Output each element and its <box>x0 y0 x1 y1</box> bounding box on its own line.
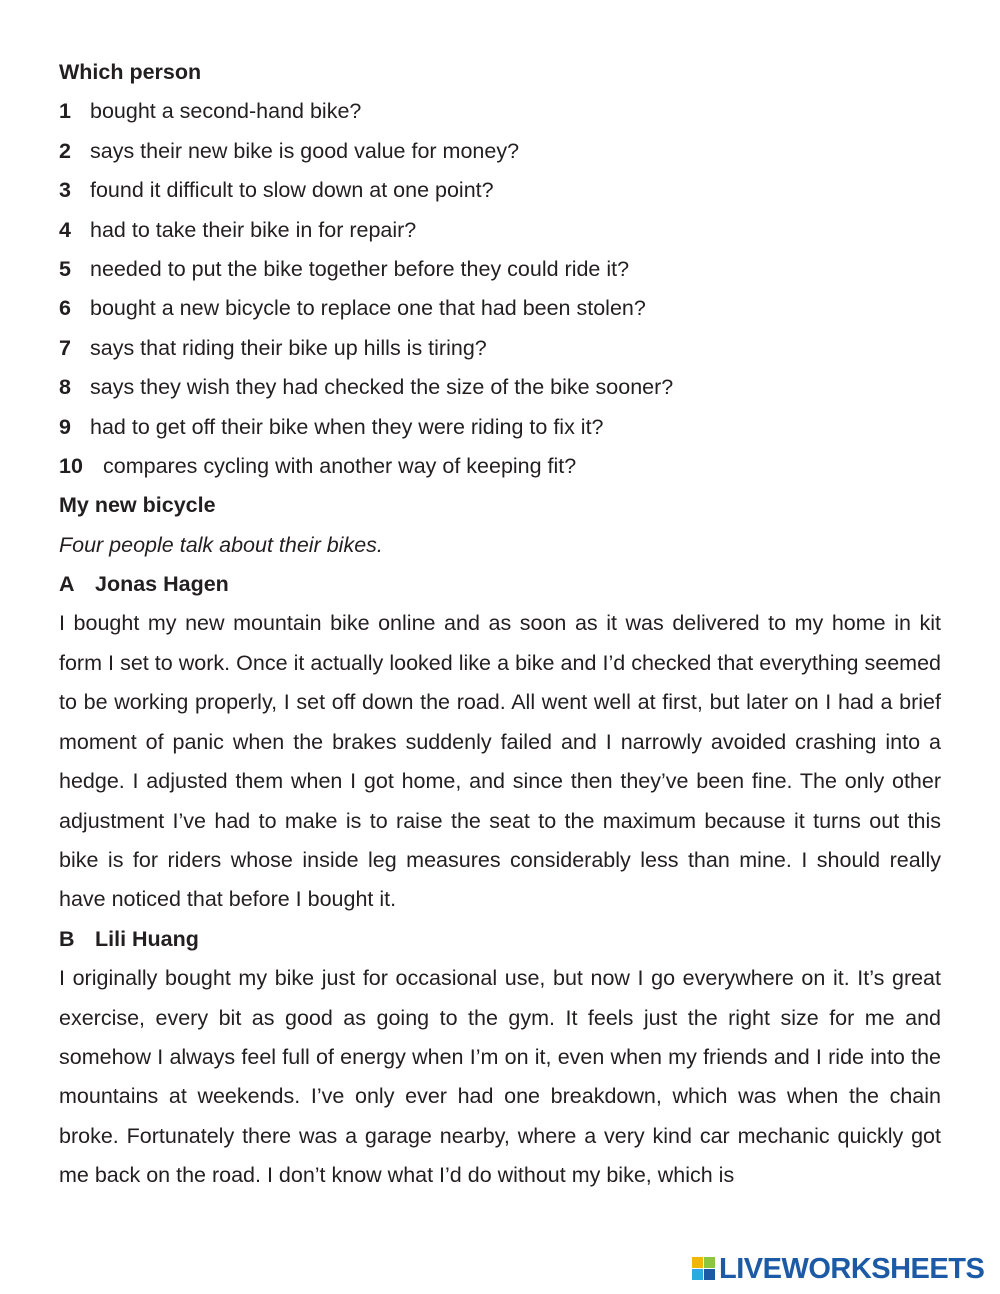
question-number: 2 <box>59 138 71 163</box>
question-text: compares cycling with another way of keeping fit? <box>103 453 577 478</box>
question-text: found it difficult to slow down at one point? <box>90 178 494 203</box>
question-number: 10 <box>59 453 83 478</box>
logo-tile <box>704 1257 715 1268</box>
question-text: bought a new bicycle to replace one that had been stolen? <box>90 296 646 321</box>
question-number: 4 <box>59 217 71 242</box>
question-item <box>59 408 941 447</box>
question-number: 8 <box>59 375 71 400</box>
liveworksheets-logo-icon <box>692 1257 716 1281</box>
person-name: Lili Huang <box>95 926 199 951</box>
article-subtitle: Four people talk about their bikes. <box>59 532 383 557</box>
question-text: needed to put the bike together before they could ride it? <box>90 256 630 281</box>
logo-tile <box>704 1269 715 1280</box>
question-item <box>59 171 941 210</box>
worksheet-page <box>59 53 941 1195</box>
person-paragraph: I bought my new mountain bike online and as soon as it was delivered to my home in kit form I set to work. Once it actually looked like a bike and I’d checked that everything seemed to be working properly, I set off down the road. All went well at first, but later on I had a brief moment of panic when the brakes suddenly failed and I narrowly avoided crashing into a hedge. I adjusted them when I got home, and since then they’ve been fine. The only other adjustment I’ve had to make is to raise the seat to the maximum because it turns out this bike is for riders whose inside leg measures considerably less than mine. I should really have noticed that before I bought it. <box>59 611 941 912</box>
question-number: 9 <box>59 414 71 439</box>
logo-tile <box>692 1269 703 1280</box>
person-name: Jonas Hagen <box>95 572 229 597</box>
question-text: bought a second-hand bike? <box>90 99 362 124</box>
liveworksheets-wordmark: LIVEWORKSHEETS <box>719 1252 985 1285</box>
question-item <box>59 92 941 131</box>
question-number: 5 <box>59 256 71 281</box>
liveworksheets-logo <box>692 1254 984 1284</box>
question-item <box>59 132 941 171</box>
question-item <box>59 289 941 328</box>
question-number: 1 <box>59 99 71 124</box>
question-number: 7 <box>59 335 71 360</box>
question-text: says their new bike is good value for money? <box>90 138 520 163</box>
person-heading <box>59 565 941 604</box>
logo-tile <box>692 1257 703 1268</box>
question-text: says that riding their bike up hills is tiring? <box>90 335 487 360</box>
person-paragraph: I originally bought my bike just for occasional use, but now I go everywhere on it. It’s great exercise, every bit as good as going to the gym. It feels just the right size for me and somehow I always feel full of energy when I’m on it, even when my friends and I ride into the mountains at weekends. I’ve only ever had one breakdown, which was when the chain broke. Fortunately there was a garage nearby, where a very kind car mechanic quickly got me back on the road. I don’t know what I’d do without my bike, which is <box>59 966 941 1188</box>
person-heading <box>59 920 941 959</box>
article-title: My new bicycle <box>59 493 216 518</box>
question-item <box>59 329 941 368</box>
questions-heading: Which person <box>59 60 202 84</box>
question-item <box>59 368 941 407</box>
question-item <box>59 250 941 289</box>
question-text: had to get off their bike when they were riding to fix it? <box>90 414 604 439</box>
question-text: had to take their bike in for repair? <box>90 217 417 242</box>
question-number: 3 <box>59 178 71 203</box>
question-item <box>59 211 941 250</box>
question-item <box>59 447 941 486</box>
question-number: 6 <box>59 296 71 321</box>
person-letter: A <box>59 572 75 597</box>
question-text: says they wish they had checked the size of the bike sooner? <box>90 375 674 400</box>
person-letter: B <box>59 926 75 951</box>
